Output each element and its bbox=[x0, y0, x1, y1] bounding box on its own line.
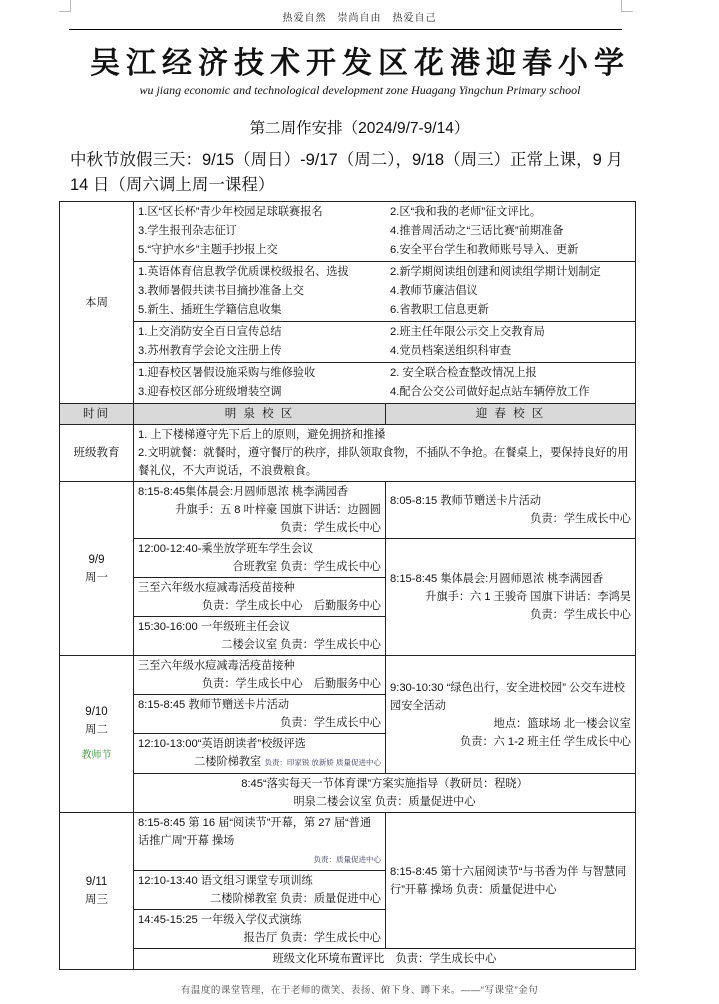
col-yingchun: 迎 春 校 区 bbox=[386, 404, 636, 425]
task-item: 5.新生、插班生学籍信息收集 bbox=[138, 304, 282, 316]
shared-event-row bbox=[60, 774, 636, 813]
task-item: 1.上交消防安全百日宣传总结 bbox=[138, 326, 282, 338]
shared-event bbox=[134, 949, 636, 970]
mingquan-event bbox=[134, 813, 386, 871]
cell-line: 升旗手：六 1 王骏奇 国旗下讲话：李鸿昊 bbox=[425, 591, 631, 603]
mingquan-event bbox=[134, 910, 386, 949]
cell-line: 二楼会议室 负责：学生成长中心 bbox=[221, 639, 381, 651]
cell-line: 8:05-8:15 教师节赠送卡片活动 bbox=[390, 495, 542, 507]
cell-line: 8:15-8:45 第 16 届“阅读节”开幕，第 27 届“普通话推广周”开幕 操场 bbox=[138, 817, 372, 847]
day-row bbox=[60, 656, 636, 695]
cell-line: 二楼阶梯教室 负责：质量促进中心 bbox=[210, 893, 381, 905]
mingquan-event bbox=[134, 656, 386, 695]
day-date: 9/9 bbox=[88, 553, 105, 566]
cell-line: 12:10-13:00“英语朗读者”校级评选 bbox=[138, 738, 306, 750]
task-item: 1.区“区长杯”青少年校园足球联赛报名 bbox=[138, 206, 323, 218]
cell-line: 8:15-8:45 教师节赠送卡片活动 bbox=[138, 699, 290, 711]
day-date: 9/11 bbox=[85, 876, 108, 888]
cell-line: 班级文化环境布置评比 负责：学生成长中心 bbox=[272, 953, 497, 965]
task-item: 3.教师暑假共读书目摘抄准备上交 bbox=[138, 285, 304, 297]
shared-event-row bbox=[60, 949, 636, 970]
class-education-label: 班级教育 bbox=[60, 425, 134, 482]
task-item: 4.教师节廉洁倡议 bbox=[390, 285, 478, 297]
cell-line: 1. 上下楼梯遵守先下后上的原则，避免拥挤和推搡 bbox=[138, 429, 386, 441]
task-item: 2. 安全联合检查整改情况上报 bbox=[390, 367, 537, 379]
cell-line: 12:10-13:40 语文组习课堂专项训练 bbox=[138, 875, 313, 887]
festival-label: 教师节 bbox=[81, 750, 112, 761]
cell-line-small: 负责：印家锐 放新娇 质量促进中心 bbox=[264, 758, 381, 767]
cell-line: 地点：篮球场 北一楼会议室 bbox=[493, 717, 631, 730]
mingquan-event bbox=[134, 539, 386, 578]
day-label bbox=[60, 482, 134, 656]
task-item: 1.英语体育信息教学优质课校级报名、选拔 bbox=[138, 266, 349, 278]
shared-event bbox=[134, 774, 636, 813]
col-mingquan: 明 泉 校 区 bbox=[134, 404, 386, 425]
task-item: 4.配合公交公司做好起点站车辆停放工作 bbox=[390, 386, 590, 398]
cell-line: 负责：学生成长中心 后勤服务中心 bbox=[201, 678, 381, 690]
cell-line: 8:45“落实每天一节体育课”方案实施指导（教研员：程晓） bbox=[241, 778, 528, 790]
cell-line: 8:15-8:45 集体晨会:月圆师恩浓 桃李满园香 bbox=[390, 573, 604, 585]
cell-line: 负责：学生成长中心 后勤服务中心 bbox=[201, 600, 381, 612]
yingchun-event bbox=[386, 539, 636, 656]
this-week-row bbox=[60, 202, 636, 262]
cell-line: 12:00-12:40-乘坐放学班车学生会议 bbox=[138, 543, 314, 555]
cell-line: 升旗手：五 8 叶梓豪 国旗下讲话：边圆圆 bbox=[175, 504, 381, 516]
task-item: 3.苏州教育学会论文注册上传 bbox=[138, 345, 282, 357]
cell-line: 三至六年级水痘减毒活疫苗接种 bbox=[138, 582, 295, 594]
page-body bbox=[0, 118, 719, 1004]
cell-line: 二楼阶梯教室 bbox=[194, 756, 262, 768]
mingquan-event bbox=[134, 871, 386, 910]
day-weekday: 周一 bbox=[85, 571, 108, 584]
task-group bbox=[134, 262, 636, 322]
mingquan-event bbox=[134, 482, 386, 539]
school-name-en: wu jiang economic and technological development zone Huagang Yingchun Primary school bbox=[139, 83, 581, 97]
task-group bbox=[134, 202, 636, 262]
mingquan-event bbox=[134, 734, 386, 774]
cell-line: 8:15-8:45集体晨会:月圆师恩浓 桃李满园香 bbox=[138, 486, 349, 498]
footer-quote: 有温度的课堂管理，在于老师的微笑、表扬、俯下身、蹲下来。——“写课堂”金句 bbox=[180, 985, 539, 996]
cell-line: 2.文明就餐：就餐时，遵守餐厅的秩序，排队领取食物，不插队不争抢。在餐桌上，要保持良好的用餐礼仪，不大声说话，不浪费粮食。 bbox=[138, 447, 629, 477]
mingquan-event bbox=[134, 695, 386, 734]
class-education-row bbox=[60, 425, 636, 482]
day-label bbox=[60, 813, 134, 970]
mingquan-event bbox=[134, 578, 386, 617]
task-item: 3.迎春校区部分班级增装空调 bbox=[138, 386, 282, 398]
day-weekday: 周三 bbox=[85, 894, 108, 906]
cell-line: 9:30-10:30 “绿色出行，安全进校园” 公交车进校园安全活动 bbox=[390, 681, 625, 712]
cell-line: 报告厅 负责：学生成长中心 bbox=[243, 932, 381, 944]
this-week-row bbox=[60, 262, 636, 322]
task-item: 1.迎春校区暑假设施采购与维修验收 bbox=[138, 367, 316, 379]
cell-line: 14:45-15:25 一年级入学仪式演练 bbox=[138, 914, 302, 926]
task-item: 6.安全平台学生和教师账号导入、更新 bbox=[390, 244, 579, 256]
this-week-row bbox=[60, 363, 636, 404]
this-week-label: 本周 bbox=[60, 202, 134, 404]
cell-line: 负责：学生成长中心 bbox=[280, 522, 381, 534]
yingchun-event bbox=[386, 813, 636, 949]
page-title: 第二周作安排（2024/9/7-9/14） bbox=[249, 120, 470, 137]
day-date: 9/10 bbox=[85, 706, 108, 718]
col-time: 时间 bbox=[60, 404, 134, 425]
task-group bbox=[134, 322, 636, 363]
task-item: 2.新学期阅读组创建和阅读组学期计划制定 bbox=[390, 266, 601, 278]
schedule-table bbox=[59, 201, 636, 970]
yingchun-event bbox=[386, 656, 636, 774]
day-label bbox=[60, 656, 134, 813]
cell-line: 合班教室 负责：学生成长中心 bbox=[232, 561, 381, 573]
day-weekday: 周二 bbox=[85, 724, 108, 736]
mingquan-event bbox=[134, 617, 386, 656]
cell-line: 三至六年级水痘减毒活疫苗接种 bbox=[138, 660, 295, 672]
holiday-notice: 中秋节放假三天：9/15（周日）-9/17（周二），9/18（周三）正常上课，9 月 14 日（周六调上周一课程） bbox=[70, 151, 623, 194]
cell-line: 负责：学生成长中心 bbox=[530, 609, 631, 621]
task-group bbox=[134, 363, 636, 404]
header-divider bbox=[69, 29, 622, 30]
day-row bbox=[60, 539, 636, 578]
task-item: 2.区“我和我的老师”征文评比。 bbox=[390, 206, 542, 218]
cell-line: 负责：六 1-2 班主任 学生成长中心 bbox=[460, 735, 631, 748]
cell-line: 负责：学生成长中心 bbox=[280, 717, 381, 729]
day-row bbox=[60, 813, 636, 871]
cell-line-small: 负责：质量促进中心 bbox=[313, 855, 381, 864]
task-item: 3.学生报刊杂志征订 bbox=[138, 225, 237, 237]
motto: 热爱自然 崇尚自由 热爱自己 bbox=[282, 13, 437, 24]
cell-line: 8:15-8:45 第十六届阅读节“与书香为伴 与智慧同行”开幕 操场 负责：质量促进中心 bbox=[390, 865, 627, 896]
column-header-row bbox=[60, 404, 636, 425]
cell-line: 15:30-16:00 一年级班主任会议 bbox=[138, 621, 291, 633]
task-item: 4.党员档案送组织科审查 bbox=[390, 345, 512, 357]
task-item: 2.班主任年限公示交上交教育局 bbox=[390, 326, 545, 338]
yingchun-event bbox=[386, 482, 636, 539]
cell-line: 明泉二楼会议室 负责：质量促进中心 bbox=[293, 796, 476, 808]
task-item: 6.省教职工信息更新 bbox=[390, 304, 489, 316]
this-week-row bbox=[60, 322, 636, 363]
day-row bbox=[60, 482, 636, 539]
school-name-logo: 吴江经济技术开发区花港迎春小学 bbox=[90, 46, 630, 81]
task-item: 4.推普周活动之“三话比赛”前期准备 bbox=[390, 225, 564, 237]
cell-line: 负责：学生成长中心 bbox=[530, 513, 631, 525]
task-item: 5.“守护水乡”主题手抄报上交 bbox=[138, 244, 278, 256]
